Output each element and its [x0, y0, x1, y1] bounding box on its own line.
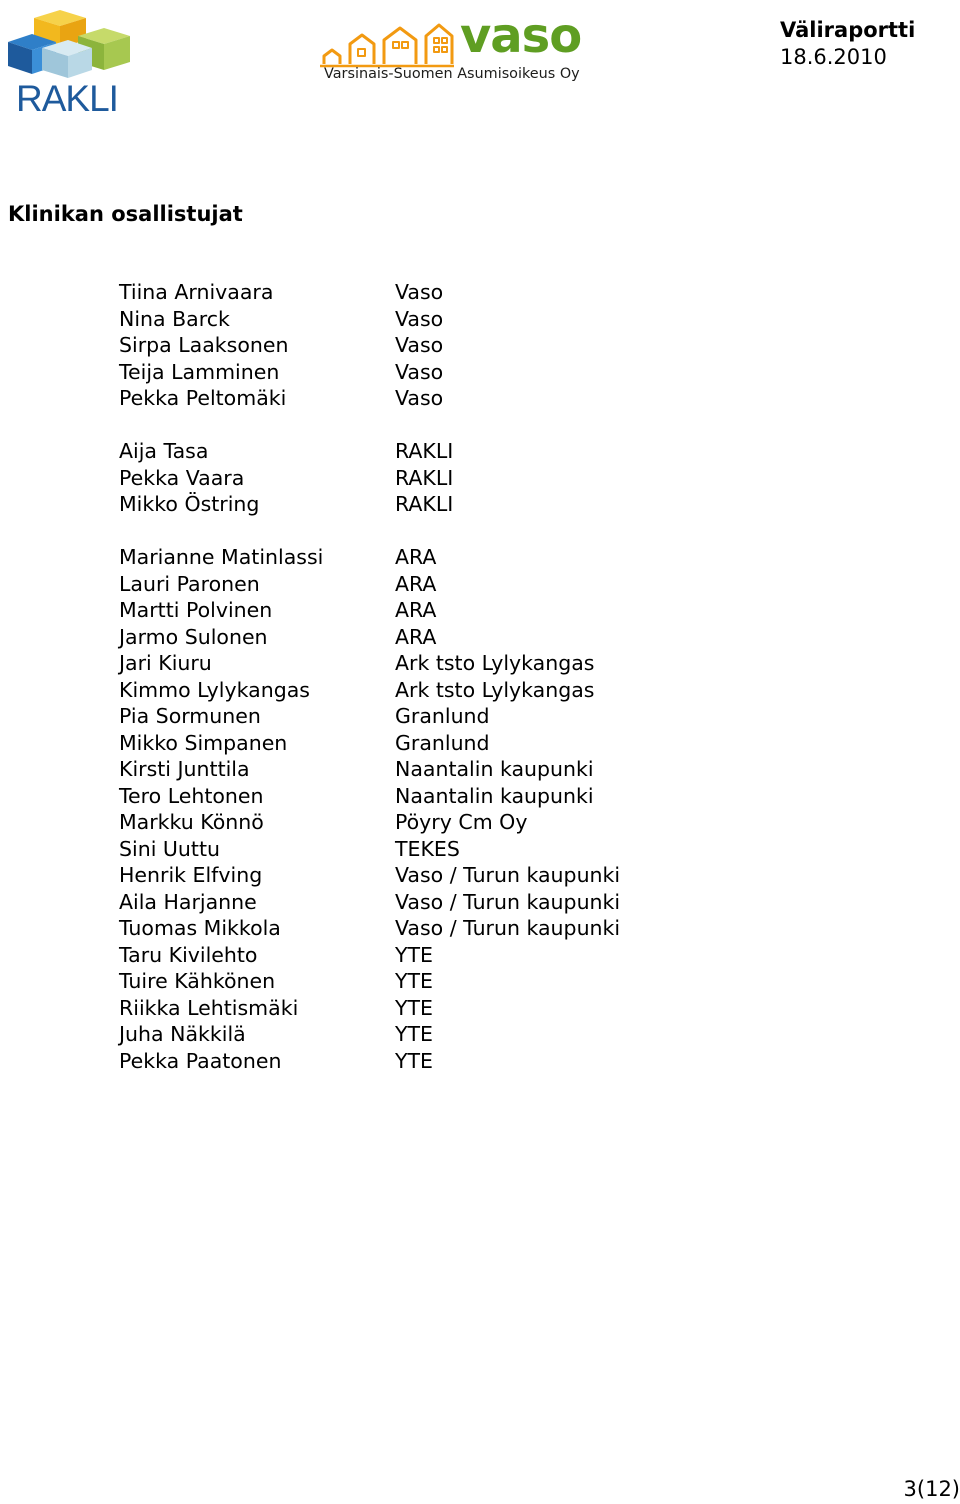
participant-name: Pekka Vaara — [119, 465, 245, 490]
participant-row — [119, 465, 819, 492]
participant-row — [119, 915, 819, 942]
participant-organization: ARA — [395, 571, 437, 596]
participant-name: Martti Polvinen — [119, 598, 273, 622]
participant-name: Jarmo Sulonen — [119, 624, 268, 649]
participant-organization: YTE — [395, 995, 433, 1020]
participant-name: Pekka Peltomäki — [119, 386, 287, 410]
participant-organization: Ark tsto Lylykangas — [395, 651, 595, 675]
participant-organization: Vaso / Turun kaupunki — [395, 889, 621, 914]
participant-organization: Vaso — [395, 306, 444, 331]
participant-organization: ARA — [395, 624, 437, 649]
participant-row — [119, 491, 819, 518]
participant-row — [119, 544, 819, 571]
participant-name: Pia Sormunen — [119, 704, 261, 728]
participant-row — [119, 1048, 819, 1075]
participant-organization: Vaso — [395, 359, 444, 384]
participant-organization: Pöyry Cm Oy — [395, 810, 528, 834]
participant-row — [119, 624, 819, 651]
vaso-logo — [318, 8, 594, 86]
participant-name: Nina Barck — [119, 306, 230, 331]
participant-row — [119, 385, 819, 412]
participant-row — [119, 597, 819, 624]
participant-organization: Vaso — [395, 386, 444, 410]
participant-name: Lauri Paronen — [119, 571, 260, 596]
participant-name: Marianne Matinlassi — [119, 545, 324, 569]
participant-organization: Ark tsto Lylykangas — [395, 677, 595, 702]
participant-row — [119, 889, 819, 916]
rakli-wordmark: RAKLI — [16, 78, 118, 119]
participant-row — [119, 332, 819, 359]
participant-row — [119, 650, 819, 677]
participant-organization: Vaso — [395, 333, 444, 357]
participant-row — [119, 809, 819, 836]
participant-organization: YTE — [395, 969, 433, 993]
participant-row — [119, 306, 819, 333]
participant-list — [119, 279, 819, 1074]
participant-row — [119, 942, 819, 969]
participant-row — [119, 279, 819, 306]
participant-row — [119, 703, 819, 730]
vaso-wordmark: vaso — [460, 8, 582, 64]
participant-name: Pekka Paatonen — [119, 1048, 282, 1073]
section-heading: Klinikan osallistujat — [8, 202, 243, 226]
participant-organization: Vaso — [395, 280, 444, 304]
vaso-subtitle: Varsinais-Suomen Asumisoikeus Oy — [324, 66, 580, 82]
document-date: 18.6.2010 — [780, 45, 887, 69]
participant-organization: RAKLI — [395, 439, 454, 463]
participant-name: Aila Harjanne — [119, 889, 257, 914]
participant-organization: YTE — [395, 942, 433, 967]
participant-name: Henrik Elfving — [119, 863, 263, 887]
participant-name: Teija Lamminen — [119, 359, 280, 384]
participant-organization: Naantalin kaupunki — [395, 783, 594, 808]
participant-organization: Naantalin kaupunki — [395, 757, 594, 781]
participant-row — [119, 1021, 819, 1048]
rakli-logo — [6, 4, 134, 119]
participant-organization: RAKLI — [395, 465, 454, 490]
participant-name: Tero Lehtonen — [119, 783, 264, 808]
document-title: Väliraportti — [780, 18, 916, 42]
participant-organization: YTE — [395, 1022, 433, 1046]
participant-organization: ARA — [395, 545, 437, 569]
participant-row — [119, 359, 819, 386]
participant-organization: YTE — [395, 1048, 433, 1073]
participant-organization: Vaso / Turun kaupunki — [395, 916, 621, 940]
participant-name: Mikko Simpanen — [119, 730, 288, 755]
participant-organization: Vaso / Turun kaupunki — [395, 863, 621, 887]
participant-organization: TEKES — [395, 836, 460, 861]
participant-name: Riikka Lehtismäki — [119, 995, 299, 1020]
participant-row — [119, 862, 819, 889]
participant-name: Kimmo Lylykangas — [119, 677, 310, 702]
participant-name: Tuire Kähkönen — [119, 969, 276, 993]
participant-organization: RAKLI — [395, 492, 454, 516]
participant-name: Juha Näkkilä — [119, 1022, 246, 1046]
participant-name: Tiina Arnivaara — [119, 280, 274, 304]
participant-name: Aija Tasa — [119, 439, 209, 463]
participant-row — [119, 783, 819, 810]
participant-name: Sini Uuttu — [119, 836, 220, 861]
participant-row — [119, 571, 819, 598]
participant-row — [119, 836, 819, 863]
participant-row — [119, 677, 819, 704]
participant-organization: Granlund — [395, 730, 490, 755]
participant-name: Kirsti Junttila — [119, 757, 250, 781]
participant-organization: ARA — [395, 598, 437, 622]
participant-row — [119, 756, 819, 783]
participant-row — [119, 730, 819, 757]
participant-name: Sirpa Laaksonen — [119, 333, 289, 357]
participant-name: Markku Könnö — [119, 810, 264, 834]
page-number: 3(12) — [903, 1477, 960, 1501]
participant-name: Tuomas Mikkola — [119, 916, 281, 940]
participant-name: Taru Kivilehto — [119, 942, 258, 967]
participant-name: Mikko Östring — [119, 492, 260, 516]
participant-row — [119, 995, 819, 1022]
participant-organization: Granlund — [395, 704, 490, 728]
participant-name: Jari Kiuru — [119, 651, 212, 675]
participant-row — [119, 968, 819, 995]
vaso-houses-icon — [318, 22, 454, 70]
participant-row — [119, 438, 819, 465]
